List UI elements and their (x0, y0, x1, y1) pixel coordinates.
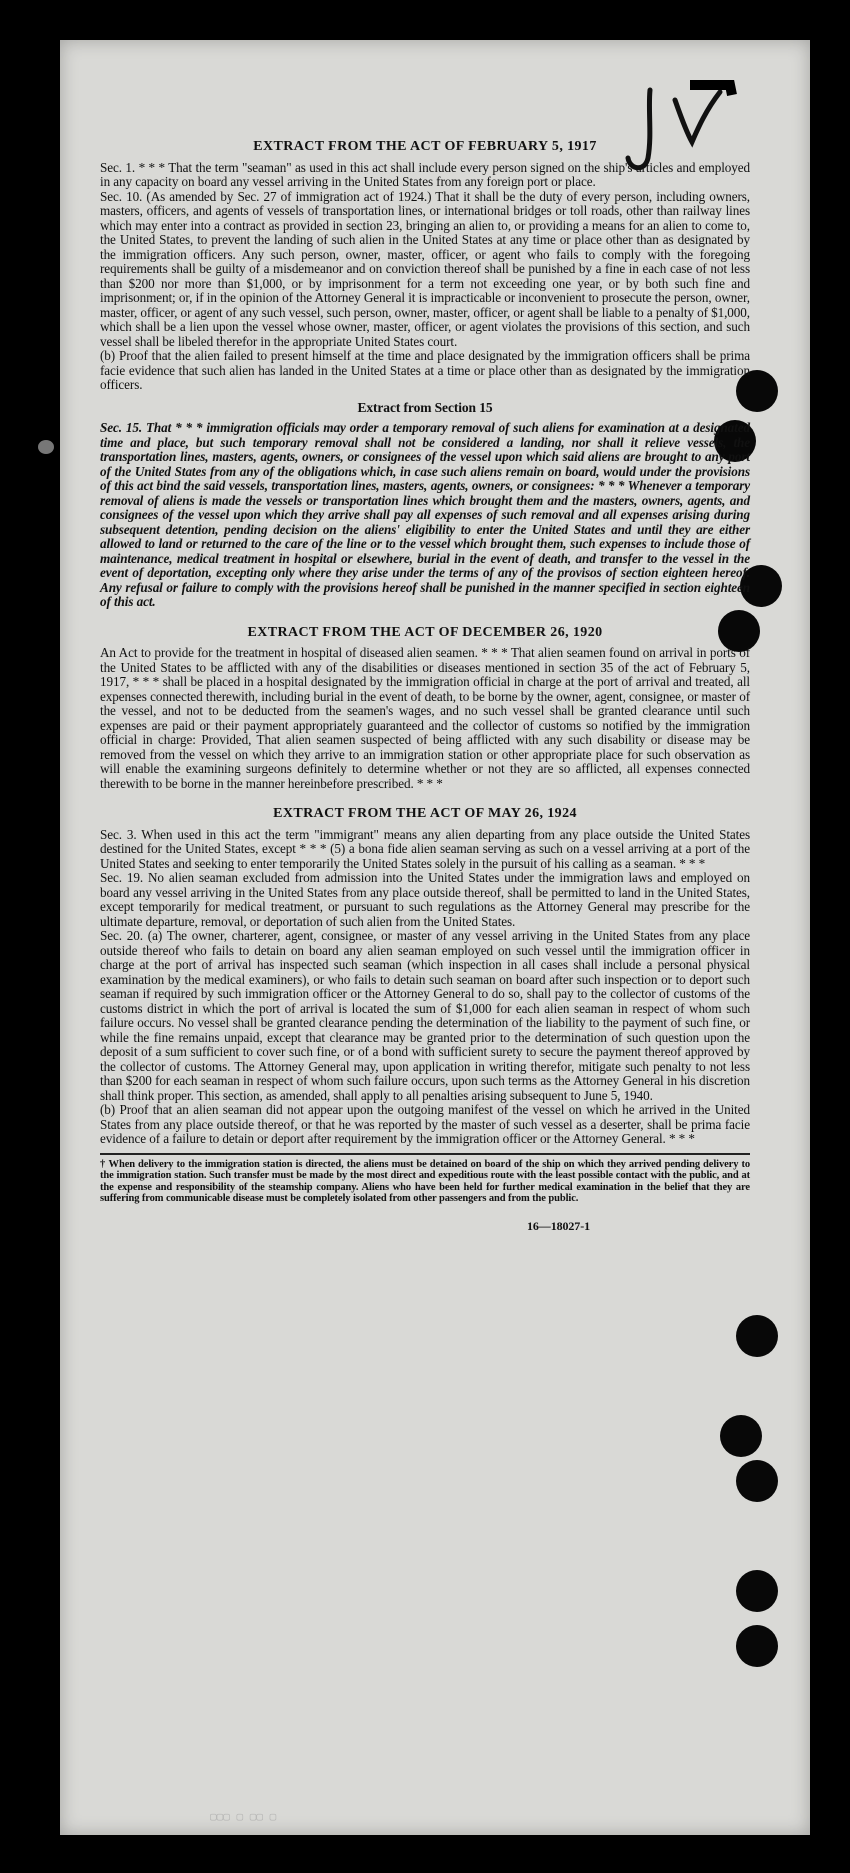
heading-act-1924: EXTRACT FROM THE ACT OF MAY 26, 1924 (273, 806, 577, 821)
sec-20b-paragraph: (b) Proof that an alien seaman did not appear upon the outgoing manifest of the vessel on which he arrived in the United States from any place outside thereof, or that he was reported by the master of such vessel as a deserter, shall be prima facie evidence of a failure to detain or deport after requirement by the immigration officer or the Attorney General. * * * (100, 1102, 750, 1146)
sec-1-paragraph: Sec. 1. * * * That the term "seaman" as used in this act shall include every person signed on the ship's articles and employed in any capacity on board any vessel arriving in the United States from any foreign port or place. (100, 159, 750, 189)
heading-act-1920: EXTRACT FROM THE ACT OF DECEMBER 26, 1920 (247, 624, 603, 640)
sec-10-paragraph: Sec. 10. (As amended by Sec. 27 of immigration act of 1924.) That it shall be the duty of every person, including owners, masters, officers, and agents of vessels of transportation lines, or international bridges or toll roads, other than railway lines which may enter into a contract as provided in section 23, bringing an alien to, or providing a means for an alien to come to, the United States, to prevent the landing of such alien in the United States at any time or place other than as designated by the immigration officers. Any such person, owner, master, officer, or agent who fails to comply with the foregoing requirements shall be guilty of a misdemeanor and on conviction thereof shall be punished by a fine in each case of not less than $200 nor more than $1,000, or by imprisonment for a term not exceeding one year, or by both such fine and imprisonment; or, if in the opinion of the Attorney General it is impracticable or inconvenient to prosecute the person, owner, master, officer, or agent of any such vessel, such person, owner, master, officer, or agent shall be liable to a penalty of $1,000, which shall be a lien upon the vessel whose owner, master, officer, or agent violates the provisions of this section, and such vessel shall be libeled therefor in the appropriate United States court. (100, 188, 750, 349)
side-mark (38, 440, 54, 454)
sec-20-paragraph: Sec. 20. (a) The owner, charterer, agent, consignee, or master of any vessel arriving in the United States from any place outside thereof who fails to detain on board any alien seaman employed on such vessel until the immigration officer in charge at the port of arrival has inspected such seaman (which inspection in all cases shall include a personal physical examination by the medical examiners), or who fails to detain such seaman on board after such inspection or to deport such seaman if required by such immigration officer or the Attorney General to do so, shall pay to the collector of customs of the customs district in which the port of arrival is located the sum of $1,000 for each alien seaman in respect of whom such failure occurs. No vessel shall be granted clearance pending the determination of the liability to the payment of such fine, or while the fine remains unpaid, except that clearance may be granted prior to the determination of such question upon the deposit of a sum sufficient to cover such fine, or of a bond with sufficient surety to secure the payment thereof approved by the collector of customs. The Attorney General may, upon application in writing therefor, mitigate such penalty to not less than $200 for each seaman in respect of whom such failure occurs, upon such terms as the Attorney General in his discretion shall think proper. This section, as amended, shall apply to all penalties arising subsequent to June 5, 1940. (100, 928, 750, 1103)
heading-act-1917: EXTRACT FROM THE ACT OF FEBRUARY 5, 1917 (253, 139, 597, 154)
footnote: † When delivery to the immigration station is directed, the aliens must be detained on board of the ship on which they arrived pending delivery to the immigration station. Such transfer must be made by the most direct and expeditious route with the least possible contact with the public, and at the expense and responsibility of the steamship company. Aliens who have been held for further medical examination in the belief that they are suffering from communicable disease must be completely isolated from other passengers and from the public. (100, 1153, 750, 1205)
punch-hole (720, 1415, 762, 1457)
sec-15-paragraph: Sec. 15. That * * * immigration officials may order a temporary removal of such aliens for examination at a designated time and place, but such temporary removal shall not be considered a landing, nor shall it relieve vessels, the transportation lines, masters, agents, owners, or consignees of the vessel upon which said aliens are brought to any port of the United States from any of the obligations which, in case such aliens remain on board, would under the provisions of this act bind the said vessels, transportation lines, masters, agents, owners, or consignees: * * * Whenever a temporary removal of aliens is made the vessels or transportation lines which brought them and the masters, owners, agents, and consignees of the vessel upon which they arrive shall pay all expenses of such removal and all expenses arising during subsequent detention, pending decision on the aliens' eligibility to enter the United States and until they are either allowed to land or returned to the care of the line or to the vessel which brought them, such expenses to include those of maintenance, medical treatment in hospital or elsewhere, burial in the event of death, and transfer to the vessel in the event of deportation, excepting only where they arise under the terms of any of the provisos of section eighteen hereof. Any refusal or failure to comply with the provisions hereof shall be punished in the manner specified in section eighteen of this act. (100, 420, 750, 609)
form-code: 16—18027-1 (527, 1218, 590, 1233)
faint-stamp: ▢▢▢ ▢ ▢▢ ▢ (210, 1810, 277, 1823)
punch-hole (736, 1315, 778, 1357)
punch-hole (736, 1625, 778, 1667)
sec-10b-paragraph: (b) Proof that the alien failed to present himself at the time and place designated by the immigration officers shall be prima facie evidence that such alien has landed in the United States at a time or place other than as designated by the immigration officers. (100, 348, 750, 392)
sec-19-paragraph: Sec. 19. No alien seaman excluded from admission into the United States under the immigration laws and employed on board any vessel arriving in the United States from any place outside thereof, shall be permitted to land in the United States, except temporarily for medical treatment, or pursuant to such regulations as the Attorney General may prescribe for the ultimate departure, removal, or deportation of such alien from the United States. (100, 870, 750, 929)
sec-3-paragraph: Sec. 3. When used in this act the term "immigrant" means any alien departing from any place outside the United States destined for the United States, except * * * (5) a bona fide alien seaman serving as such on a vessel arriving at a port of the United States and seeking to enter temporarily the United States solely in the pursuit of his calling as a seaman. * * * (100, 826, 750, 871)
act-1920-paragraph: An Act to provide for the treatment in hospital of diseased alien seamen. * * * That alien seamen found on arrival in ports of the United States to be afflicted with any of the disabilities or diseases mentioned in section 35 of the act of February 5, 1917, * * * shall be placed in a hospital designated by the immigration official in charge at the port of arrival and treated, all expenses connected therewith, including burial in the event of death, to be borne by the owner, agent, consignee, or master of the vessel, and not to be deducted from the seamen's wages, and no such vessel shall be granted clearance until such expenses are paid or their payment appropriately guaranteed and the collector of customs so notified by the immigration official in charge: Provided, That alien seamen suspected of being afflicted with any such disability or disease may be removed from the vessel on which they arrive to an immigration station or other appropriate place for such observation as will enable the examining surgeons definitely to determine whether or not they are so afflicted, all expenses connected therewith to be borne in the manner hereinbefore prescribed. * * * (100, 645, 750, 791)
subheading-section-15: Extract from Section 15 (357, 399, 493, 415)
document-text (100, 140, 750, 1233)
punch-hole (736, 1570, 778, 1612)
punch-hole (736, 1460, 778, 1502)
